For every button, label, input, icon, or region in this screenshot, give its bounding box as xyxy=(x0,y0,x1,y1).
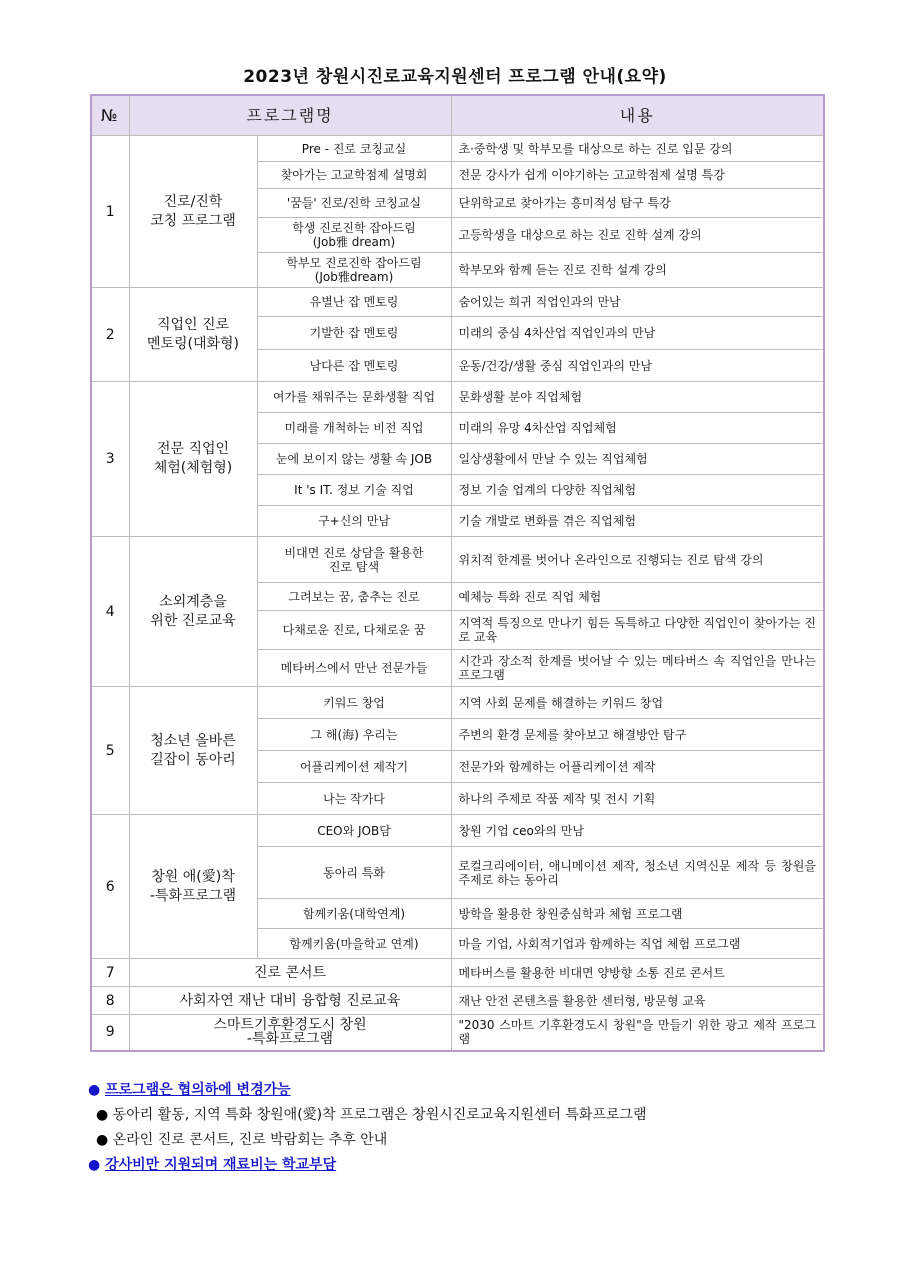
bullet-icon: ● xyxy=(96,1107,109,1123)
program-description: "2030 스마트 기후환경도시 창원"을 만들기 위한 광고 제작 프로그램 xyxy=(451,1015,824,1051)
program-description: 미래의 중심 4차산업 직업인과의 만남 xyxy=(451,317,824,350)
program-description: 시간과 장소적 한계를 벗어날 수 있는 메타버스 속 직업인을 만나는 프로그램 xyxy=(451,650,824,687)
category-cell: 전문 직업인 체험(체험형) xyxy=(129,382,257,537)
table-body xyxy=(91,136,824,1051)
program-description: 방학을 활용한 창원중심학과 체험 프로그램 xyxy=(451,899,824,929)
note-text: 온라인 진로 콘서트, 진로 박람회는 추후 안내 xyxy=(112,1132,388,1148)
program-name: It 's IT. 정보 기술 직업 xyxy=(257,475,451,506)
program-name: 미래를 개척하는 비전 직업 xyxy=(257,413,451,444)
program-name: CEO와 JOB담 xyxy=(257,815,451,847)
table-row xyxy=(91,687,824,719)
header-content: 내용 xyxy=(451,95,824,136)
header-program: 프로그램명 xyxy=(129,95,451,136)
program-description: 재난 안전 콘텐츠를 활용한 센터형, 방문형 교육 xyxy=(451,987,824,1015)
table-row xyxy=(91,537,824,583)
program-description: 하나의 주제로 작품 제작 및 전시 기획 xyxy=(451,783,824,815)
program-description: 주변의 환경 문제를 찾아보고 해결방안 탐구 xyxy=(451,719,824,751)
program-description: 운동/건강/생활 중심 직업인과의 만남 xyxy=(451,350,824,382)
program-description: 일상생활에서 만날 수 있는 직업체험 xyxy=(451,444,824,475)
row-number: 9 xyxy=(91,1015,129,1051)
program-description: 전문 강사가 쉽게 이야기하는 고교학점제 설명 특강 xyxy=(451,162,824,189)
program-description: 로컬크리에이터, 애니메이션 제작, 청소년 지역신문 제작 등 창원을 주제로 하는 동아리 xyxy=(451,847,824,899)
program-name: 동아리 특화 xyxy=(257,847,451,899)
program-description: 메타버스를 활용한 비대면 양방향 소통 진로 콘서트 xyxy=(451,959,824,987)
program-name: 눈에 보이지 않는 생활 속 JOB xyxy=(257,444,451,475)
table-row xyxy=(91,136,824,162)
program-description: 학부모와 함께 듣는 진로 진학 설계 강의 xyxy=(451,253,824,288)
program-name: 학생 진로진학 잡아드림 (Job雅 dream) xyxy=(257,218,451,253)
program-name: 그려보는 꿈, 춤추는 진로 xyxy=(257,583,451,611)
row-number: 6 xyxy=(91,815,129,959)
note-item xyxy=(88,1103,848,1128)
row-number: 8 xyxy=(91,987,129,1015)
program-description: 기술 개발로 변화를 겪은 직업체험 xyxy=(451,506,824,537)
program-name: 기발한 잡 멘토링 xyxy=(257,317,451,350)
program-description: 문화생활 분야 직업체험 xyxy=(451,382,824,413)
row-number: 4 xyxy=(91,537,129,687)
note-text: 동아리 활동, 지역 특화 창원애(愛)착 프로그램은 창원시진로교육지원센터 특화프로그램 xyxy=(112,1107,647,1123)
header-no: № xyxy=(91,95,129,136)
bullet-icon: ● xyxy=(96,1132,109,1148)
program-name: 사회자연 재난 대비 융합형 진로교육 xyxy=(129,987,451,1015)
program-description: 위치적 한계를 벗어나 온라인으로 진행되는 진로 탐색 강의 xyxy=(451,537,824,583)
table-row xyxy=(91,815,824,847)
program-description: 창원 기업 ceo와의 만남 xyxy=(451,815,824,847)
program-name: 함께키움(대학연계) xyxy=(257,899,451,929)
program-description: 단위학교로 찾아가는 흥미적성 탐구 특강 xyxy=(451,189,824,218)
program-name: 키워드 창업 xyxy=(257,687,451,719)
program-name: 남다른 잡 멘토링 xyxy=(257,350,451,382)
program-name: 찾아가는 고교학점제 설명회 xyxy=(257,162,451,189)
table-row xyxy=(91,1015,824,1051)
program-name: 함께키움(마을학교 연계) xyxy=(257,929,451,959)
program-name: 어플리케이션 제작기 xyxy=(257,751,451,783)
program-name: 학부모 진로진학 잡아드림 (Job雅dream) xyxy=(257,253,451,288)
program-description: 고등학생을 대상으로 하는 진로 진학 설계 강의 xyxy=(451,218,824,253)
program-name: 스마트기후환경도시 창원 -특화프로그램 xyxy=(129,1015,451,1051)
table-row xyxy=(91,959,824,987)
category-cell: 창원 애(愛)착 -특화프로그램 xyxy=(129,815,257,959)
program-name: '꿈들' 진로/진학 코칭교실 xyxy=(257,189,451,218)
note-item xyxy=(88,1128,848,1153)
note-text: 강사비만 지원되며 재료비는 학교부담 xyxy=(105,1157,337,1173)
program-description: 지역 사회 문제를 해결하는 키워드 창업 xyxy=(451,687,824,719)
note-text: 프로그램은 협의하에 변경가능 xyxy=(105,1082,291,1098)
program-name: 여가를 채워주는 문화생활 직업 xyxy=(257,382,451,413)
program-table xyxy=(90,94,825,1052)
program-name: 다채로운 진로, 다채로운 꿈 xyxy=(257,611,451,650)
category-cell: 소외계층을 위한 진로교육 xyxy=(129,537,257,687)
category-cell: 직업인 진로 멘토링(대화형) xyxy=(129,288,257,382)
category-cell: 청소년 올바른 길잡이 동아리 xyxy=(129,687,257,815)
program-description: 숨어있는 희귀 직업인과의 만남 xyxy=(451,288,824,317)
row-number: 1 xyxy=(91,136,129,288)
program-name: 진로 콘서트 xyxy=(129,959,451,987)
bullet-icon: ● xyxy=(88,1157,101,1173)
table-row xyxy=(91,288,824,317)
row-number: 7 xyxy=(91,959,129,987)
program-name: Pre - 진로 코칭교실 xyxy=(257,136,451,162)
program-name: 메타버스에서 만난 전문가들 xyxy=(257,650,451,687)
row-number: 5 xyxy=(91,687,129,815)
category-cell: 진로/진학 코칭 프로그램 xyxy=(129,136,257,288)
row-number: 3 xyxy=(91,382,129,537)
program-name: 나는 작가다 xyxy=(257,783,451,815)
table-header-row xyxy=(91,95,824,136)
program-description: 마을 기업, 사회적기업과 함께하는 직업 체험 프로그램 xyxy=(451,929,824,959)
table-row xyxy=(91,382,824,413)
program-description: 지역적 특징으로 만나기 힘든 독특하고 다양한 직업인이 찾아가는 진로 교육 xyxy=(451,611,824,650)
program-name: 그 해(海) 우리는 xyxy=(257,719,451,751)
program-name: 구+신의 만남 xyxy=(257,506,451,537)
row-number: 2 xyxy=(91,288,129,382)
notes-list xyxy=(88,1078,848,1178)
program-table-wrap xyxy=(90,94,823,1052)
note-item xyxy=(88,1153,848,1178)
program-description: 예체능 특화 진로 직업 체험 xyxy=(451,583,824,611)
program-description: 미래의 유망 4차산업 직업체험 xyxy=(451,413,824,444)
page-title: 2023년 창원시진로교육지원센터 프로그램 안내(요약) xyxy=(243,67,667,87)
program-name: 유별난 잡 멘토링 xyxy=(257,288,451,317)
table-row xyxy=(91,987,824,1015)
program-description: 정보 기술 업계의 다양한 직업체험 xyxy=(451,475,824,506)
note-item xyxy=(88,1078,848,1103)
bullet-icon: ● xyxy=(88,1082,101,1098)
program-description: 전문가와 함께하는 어플리케이션 제작 xyxy=(451,751,824,783)
program-description: 초·중학생 및 학부모를 대상으로 하는 진로 입문 강의 xyxy=(451,136,824,162)
program-name: 비대면 진로 상담을 활용한 진로 탐색 xyxy=(257,537,451,583)
